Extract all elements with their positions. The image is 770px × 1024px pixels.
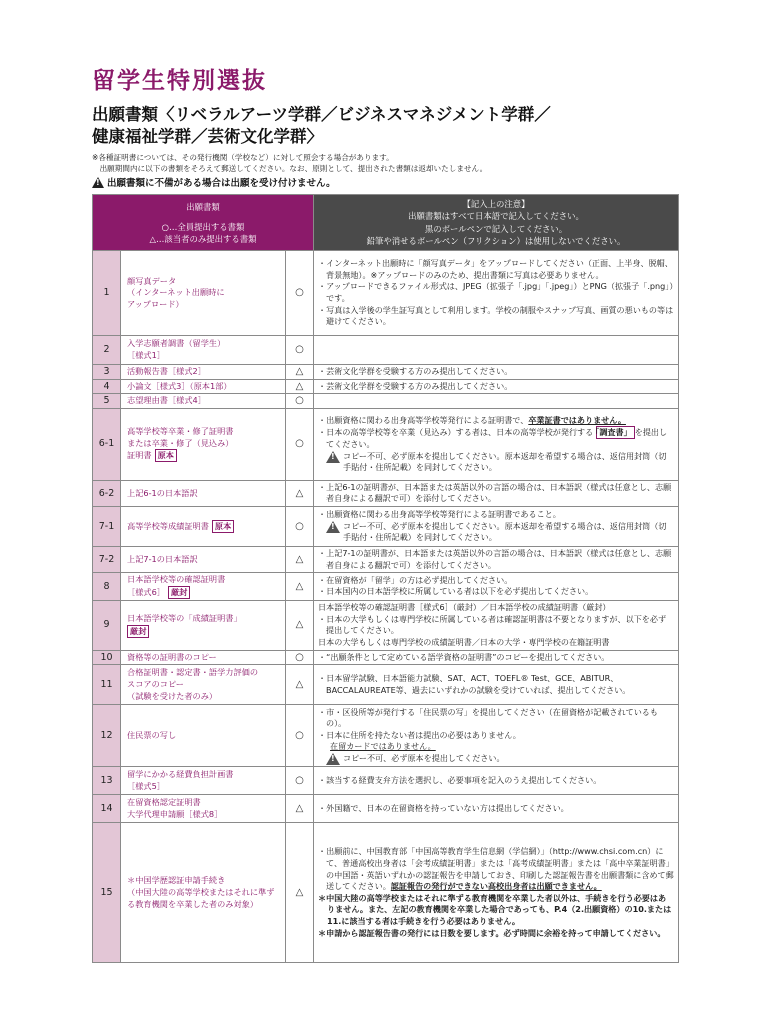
row-number: 2 [93,336,121,365]
document-name [121,251,286,336]
document-note [314,665,679,705]
original-badge: 原本 [155,449,177,462]
table-row [93,408,679,480]
warning-icon [326,753,340,765]
document-name [121,600,286,650]
document-name-line: 日本語学校等の確認証明書 [127,574,226,585]
document-name-line: ＊中国学歴認証申請手続き [127,875,226,886]
warning-icon [326,521,340,533]
document-name [121,795,286,823]
submission-mark: △ [286,480,314,506]
note-line: ・上記7-1の証明書が、日本語または英語以外の言語の場合は、日本語訳（様式は任意とし、志願者自身による翻訳で可）を添付してください。 [318,547,672,570]
table-row [93,795,679,823]
submission-mark: ○ [286,408,314,480]
header-note-title: 【記入上の注意】 [462,198,530,209]
submission-mark: ○ [286,650,314,665]
document-note: ・芸術文化学群を受験する方のみ提出してください。 [314,379,679,394]
submission-mark: △ [286,546,314,572]
row-number: 12 [93,705,121,767]
submission-mark: ○ [286,705,314,767]
subtitle-line-2: 健康福祉学群／芸術文化学群〉 [92,127,323,146]
document-name-line: 日本語学校等の「成績証明書」 [127,612,242,623]
submission-mark: △ [286,573,314,601]
document-note [314,251,679,336]
note-line: ・日本の大学もしくは専門学校に所属している者は確認証明書は不要となりますが、以下を必ず提出してください。 [318,613,667,636]
document-name [121,823,286,963]
row-number: 5 [93,394,121,409]
subtitle-line-1: 出願書類〈リベラルアーツ学群／ビジネスマネジメント学群／ [92,105,551,124]
document-name-line: （試験を受けた者のみ） [127,690,218,701]
document-name [121,665,286,705]
row-number: 14 [93,795,121,823]
page-subtitle [92,104,692,148]
document-name-line: 合格証明書・認定書・語学力評価の [127,667,259,678]
document-note [314,600,679,650]
row-number: 13 [93,767,121,795]
row-number: 6-2 [93,480,121,506]
document-name [121,767,286,795]
row-number: 9 [93,600,121,650]
table-row [93,705,679,767]
emphasis-text: 卒業証書ではありません。 [528,414,626,425]
documents-table [92,194,679,963]
warning-note: ! コピー不可、必ず原本を提出してください。 [318,753,674,765]
table-row [93,365,679,380]
header-note-2: 黒のボールペンで記入してください。 [424,223,568,234]
header-note-3: 鉛筆や消せるボールペン（フリクション）は使用しないでください。 [366,235,626,246]
submission-mark: ○ [286,394,314,409]
table-row [93,336,679,365]
header-doc-title: 出願書類 [186,201,220,212]
notes [92,152,692,174]
incomplete-warning-text: 出願書類に不備がある場合は出願を受け付けません。 [107,178,336,189]
table-row [93,823,679,963]
document-name-line: 証明書 [127,450,152,461]
note-line: ・市・区役所等が発行する「住民票の写」を提出してください（在留資格が記載されているもの）。 [318,706,658,729]
document-name-line: 高等学校等卒業・修了証明書 [127,426,234,437]
document-name-line: スコアのコピー [127,679,184,690]
note-line: 日本語学校等の確認証明書［様式6］（厳封）／日本語学校の成績証明書（厳封） [318,602,611,613]
sealed-badge: 厳封 [127,625,149,638]
note-line: ・出願資格に関わる出身高等学校等発行による証明書で、卒業証書ではありません。 [318,414,626,425]
note-line: ・日本の高等学校等を卒業（見込み）する者は、日本の高等学校が発行する「調査書」 を提出してください。 [318,427,668,450]
table-row [93,600,679,650]
submission-mark: △ [286,365,314,380]
submission-mark: ○ [286,767,314,795]
submission-mark: △ [286,600,314,650]
document-name: 資格等の証明書のコピー [121,650,286,665]
table-row [93,650,679,665]
document-note: ・該当する経費支弁方法を選択し、必要事項を記入のうえ提出してください。 [314,767,679,795]
document-note [314,546,679,572]
document-name-line: 顔写真データ [127,275,177,286]
table-row [93,379,679,394]
note-line: ・上記6-1の証明書が、日本語または英語以外の言語の場合は、日本語訳（様式は任意とし、志願者自身による翻訳で可）を添付してください。 [318,481,672,504]
document-name [121,408,286,480]
document-name: 住民票の写し [121,705,286,767]
document-name-line: （インターネット出願時に [127,287,225,298]
row-number: 4 [93,379,121,394]
table-row [93,665,679,705]
document-note: ・芸術文化学群を受験する方のみ提出してください。 [314,365,679,380]
note-line: ・写真は入学後の学生証写真として利用します。学校の制服やスナップ写真、画質の悪いもの等は避けてください。 [318,304,674,327]
row-number: 15 [93,823,121,963]
submission-mark: ○ [286,251,314,336]
submission-mark: △ [286,795,314,823]
table-row [93,573,679,601]
document-note [314,823,679,963]
document-name: 日本語学校等の確認証明書 ［様式6］ 厳封 [121,573,286,601]
document-name: 活動報告書［様式2］ [121,365,286,380]
legend-some: △…該当者のみ提出する書類 [149,233,257,244]
document-name: 上記6-1の日本語訳 [121,480,286,506]
note-line: 在留カードではありません。 [330,741,436,752]
warning-note: ! コピー不可、必ず原本を提出してください。原本返却を希望する場合は、返信用封筒（切手貼付・住所記載）を同封してください。 [318,521,674,544]
submission-mark: ○ [286,336,314,365]
submission-mark: △ [286,823,314,963]
note-line: ・日本留学試験、日本語能力試験、SAT、ACT、TOEFL® Test、GCE、ABITUR、BACCALAUREATE等、過去にいずれかの試験を受けていれば、提出してください。 [318,673,631,695]
sealed-badge: 厳封 [168,586,190,599]
header-notes [314,195,679,251]
document-note [314,408,679,480]
row-number: 8 [93,573,121,601]
document-name: 志望理由書［様式4］ [121,394,286,409]
document-name-line: 入学志願者調書（留学生） [127,338,226,349]
document-name: 小論文［様式3］（原本1部） [121,379,286,394]
document-name-line: ［様式1］ [127,350,165,360]
warning-icon [326,451,340,463]
document-name-line: または卒業・修了（見込み） [127,437,234,448]
note-line: ・インターネット出願時に「顔写真データ」をアップロードしてください（正面、上半身、脱帽、背景無地）。※アップロードのみのため、提出書類に写真は必要ありません。 [318,258,673,280]
page-title: 留学生特別選抜 [92,68,267,94]
report-badge: 「調査書」 [596,426,634,439]
submission-mark: △ [286,665,314,705]
note-line: 日本の大学もしくは専門学校の成績証明書／日本の大学・専門学校の在籍証明書 [318,636,610,647]
document-note [314,336,679,365]
note-inquiry: ※各種証明書については、その発行機関（学校など）に対して照会する場合があります。 [92,153,394,162]
document-note [314,480,679,506]
row-number: 1 [93,251,121,336]
document-note: ・外国籍で、日本の在留資格を持っていない方は提出してください。 [314,795,679,823]
note-line: ・出願前に、中国教育部「中国高等教育学生信息網（学信網）」（http://www.chsi.com.cn）にて、普通高校出身者は「会考成績証明書」または「高考成績証明書」または「高中卒業証明書」の中国語・英語いずれかの認証報告を申請しておき、印刷した認証報告書を出願書類に含めて郵送してください。認証報告の発行ができない高校出身者は出願できません。 [318,846,674,892]
header-note-1: 出願書類はすべて日本語で記入してください。 [408,211,584,222]
row-number: 7-1 [93,506,121,546]
document-note: ・“出願条件として定めている語学資格の証明書”のコピーを提出してください。 [314,650,679,665]
document-name-line: ［様式5］ [127,780,165,791]
table-row [93,767,679,795]
table-row [93,394,679,409]
document-name [121,336,286,365]
note-line: ・日本国内の日本語学校に所属している者は以下を必ず提出してください。 [318,586,594,597]
note-line: ・日本に住所を持たない者は提出の必要はありません。 [318,729,521,740]
row-number: 11 [93,665,121,705]
document-name-line: 大学代理申請願［様式8］ [127,808,223,819]
table-row [93,546,679,572]
submission-mark: △ [286,379,314,394]
table-row [93,506,679,546]
note-line: ・アップロードできるファイル形式は、JPEG（拡張子「.jpg」「.jpeg」）とPNG（拡張子「.png」）です。 [318,281,674,303]
incomplete-warning [92,175,336,189]
warning-note: ! コピー不可、必ず原本を提出してください。原本返却を希望する場合は、返信用封筒（切手貼付・住所記載）を同封してください。 [318,451,674,474]
original-badge: 原本 [212,520,234,533]
note-line: ・在留資格が「留学」の方は必ず提出してください。 [318,574,513,585]
document-note [314,573,679,601]
row-number: 6-1 [93,408,121,480]
note-line: ・出願資格に関わる出身高等学校等発行による証明書であること。 [318,509,561,520]
row-number: 7-2 [93,546,121,572]
document-name-line: 留学にかかる経費負担計画書 [127,769,234,780]
legend-all: ○…全員提出する書類 [161,221,245,232]
document-name-line: 在留資格認定証明書 [127,797,201,808]
table-row [93,480,679,506]
emphasis-text: 認証報告の発行ができない高校出身者は出願できません。 [390,881,602,892]
row-number: 10 [93,650,121,665]
note-line: ＊中国大陸の高等学校またはそれに準ずる教育機関を卒業した者以外は、手続きを行う必要はありません。また、左記の教育機関を卒業した場合であっても、P.4（2.出願資格）の10.または11.に該当する者は手続きを行う必要はありません。 [318,892,672,927]
document-note [314,506,679,546]
submission-mark: ○ [286,506,314,546]
table-row [93,251,679,336]
document-name-line: （中国大陸の高等学校またはそれに準ずる教育機関を卒業した者のみ対象） [127,887,275,909]
note-mailing: 出願期間内に以下の書類をそろえて郵送してください。なお、原則として、提出された書類は返却いたしません。 [92,164,488,173]
document-name: 高等学校等成績証明書 原本 [121,506,286,546]
document-name-line: アップロード） [127,298,184,309]
note-line: ＊申請から認証報告書の発行には日数を要します。必ず時間に余裕を持って申請してください。 [318,927,666,938]
warning-icon [92,177,104,188]
table-header-row [93,195,679,251]
document-note [314,705,679,767]
document-note [314,394,679,409]
row-number: 3 [93,365,121,380]
document-name: 上記7-1の日本語訳 [121,546,286,572]
header-documents [93,195,314,251]
